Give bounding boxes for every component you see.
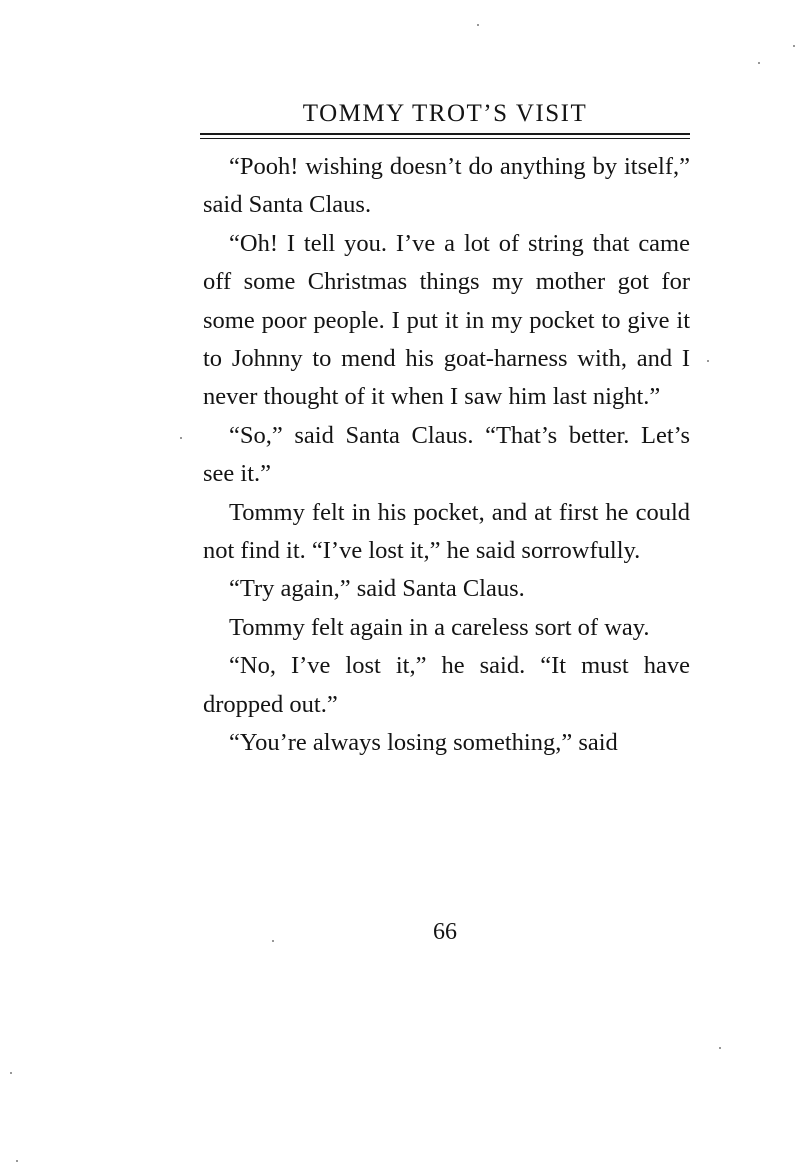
paragraph: “So,” said Santa Claus. “That’s better. Let’s see it.” <box>203 421 690 488</box>
scan-speck <box>758 62 760 64</box>
paragraph: Tommy felt in his pocket, and at first he could not find it. “I’ve lost it,” he said sorrowfully. <box>203 498 690 565</box>
scan-speck <box>793 45 795 47</box>
page-number: 66 <box>433 919 457 945</box>
scan-speck <box>180 437 182 439</box>
scan-speck <box>477 24 479 26</box>
header-rule-thin <box>200 138 690 139</box>
scan-speck <box>16 1160 18 1162</box>
paragraph: Tommy felt again in a careless sort of way. <box>229 613 650 641</box>
paragraph: “Try again,” said Santa Claus. <box>229 575 525 603</box>
paragraph: “You’re always losing something,” said <box>229 729 618 757</box>
running-head: TOMMY TROT’S VISIT <box>302 100 588 127</box>
scan-speck <box>272 940 274 942</box>
scan-speck <box>10 1072 12 1074</box>
scan-speck <box>719 1047 721 1049</box>
scan-speck <box>707 360 709 362</box>
header-rule-thick <box>200 133 690 135</box>
body-text <box>203 148 690 763</box>
paragraph: “Oh! I tell you. I’ve a lot of string that came off some Christmas things my mother got for some poor people. I put it in my pocket to give it to Johnny to mend his goat-harness with, and I never thought of it when I saw him last night.” <box>203 229 690 411</box>
paragraph: “Pooh! wishing doesn’t do anything by itself,” said Santa Claus. <box>203 153 690 219</box>
paragraph: “No, I’ve lost it,” he said. “It must have dropped out.” <box>203 652 690 718</box>
